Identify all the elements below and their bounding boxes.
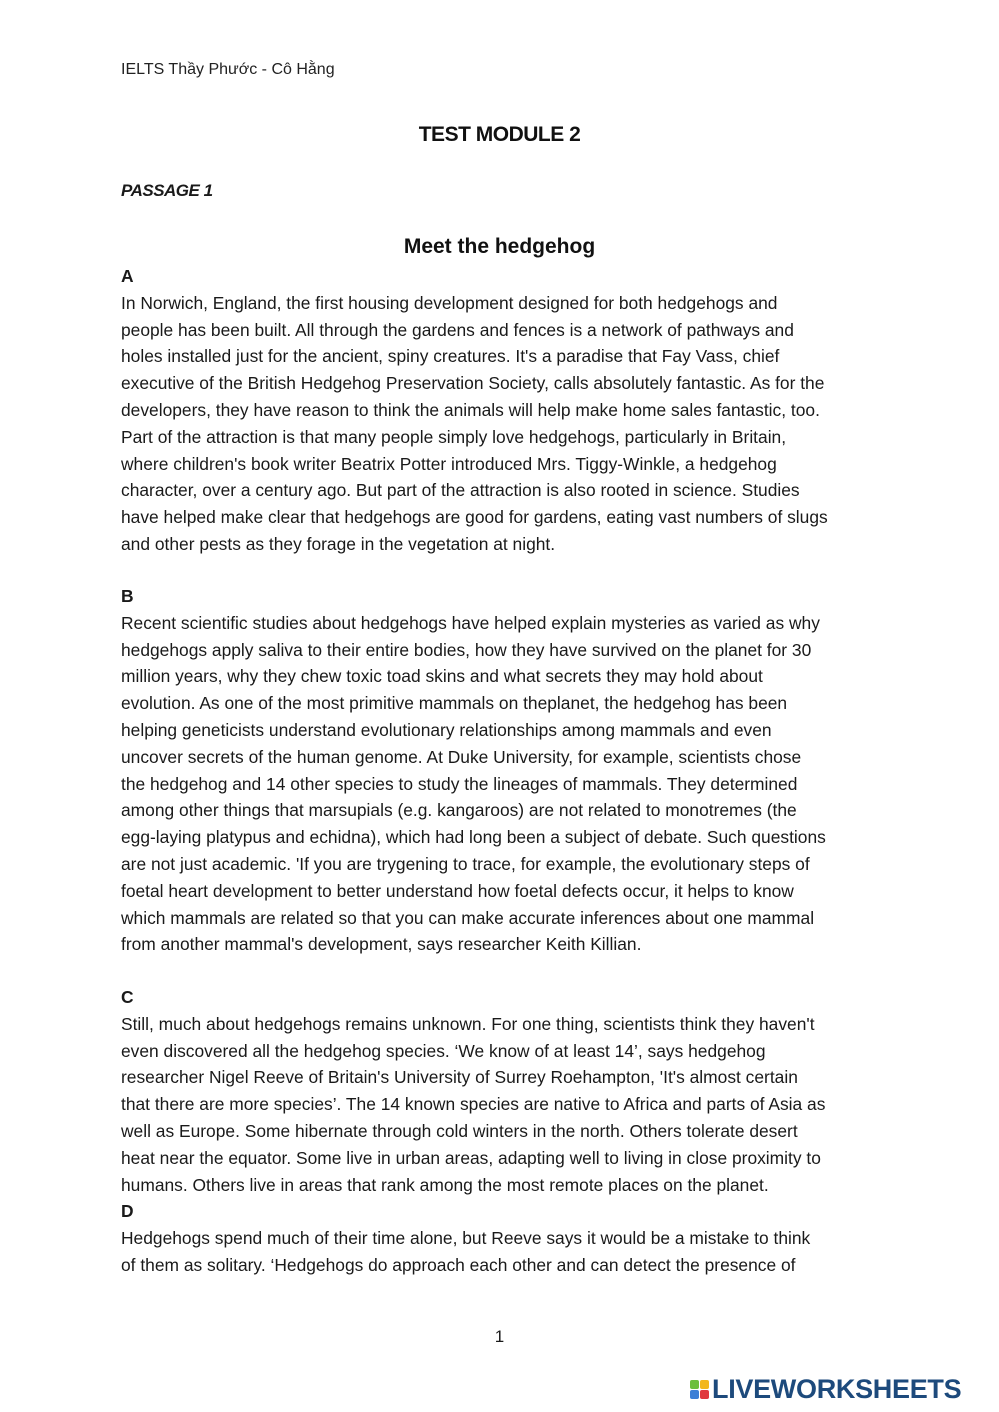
text-line: which mammals are related so that you can make accurate inferences about one mammal [121, 907, 815, 928]
logo-tile [690, 1390, 699, 1399]
text-line: well as Europe. Some hibernate through cold winters in the north. Others tolerate desert [121, 1120, 798, 1141]
text-line: egg-laying platypus and echidna), which had long been a subject of debate. Such questions [121, 827, 826, 848]
text-line: helping geneticists understand evolutionary relationships among mammals and even [121, 719, 772, 740]
test-title: TEST MODULE 2 [418, 123, 581, 146]
text-line: million years, why they chew toxic toad skins and what secrets they may hold about [121, 666, 763, 687]
section-d [121, 1198, 901, 1278]
text-line: developers, they have reason to think the animals will help make home sales fantastic, too. [121, 399, 820, 420]
text-line: the hedgehog and 14 other species to study the lineages of mammals. They determined [121, 773, 798, 794]
section-c [121, 984, 901, 1198]
text-line: of them as solitary. ‘Hedgehogs do approach each other and can detect the presence of [121, 1254, 796, 1275]
page-number: 1 [494, 1327, 505, 1346]
text-line: humans. Others live in areas that rank among the most remote places on the planet. [121, 1174, 769, 1195]
passage-label: PASSAGE 1 [121, 181, 213, 200]
text-line: researcher Nigel Reeve of Britain's University of Surrey Roehampton, 'It's almost certain [121, 1067, 798, 1088]
text-line: Part of the attraction is that many people simply love hedgehogs, particularly in Britain, [121, 426, 787, 447]
passage-title: Meet the hedgehog [403, 235, 596, 258]
text-line: among other things that marsupials (e.g. kangaroos) are not related to monotremes (the [121, 800, 797, 821]
text-line: Hedgehogs spend much of their time alone, but Reeve says it would be a mistake to think [121, 1227, 811, 1248]
logo-tiles-icon [690, 1380, 709, 1399]
section-label: A [121, 266, 134, 286]
text-line: that there are more species’. The 14 known species are native to Africa and parts of Asia as [121, 1094, 826, 1115]
text-line: executive of the British Hedgehog Preservation Society, calls absolutely fantastic. As for the [121, 373, 825, 394]
section-label: D [121, 1201, 134, 1221]
text-line: character, over a century ago. But part of the attraction is also rooted in science. Studies [121, 480, 800, 501]
document-header: IELTS Thầy Phước - Cô Hằng [121, 61, 335, 78]
logo-tile [690, 1380, 699, 1389]
text-line: Recent scientific studies about hedgehogs have helped explain mysteries as varied as why [121, 612, 820, 633]
text-line: heat near the equator. Some live in urban areas, adapting well to living in close proximity to [121, 1147, 821, 1168]
text-line: even discovered all the hedgehog species. ‘We know of at least 14’, says hedgehog [121, 1040, 766, 1061]
text-line: people has been built. All through the gardens and fences is a network of pathways and [121, 319, 794, 340]
text-line: uncover secrets of the human genome. At Duke University, for example, scientists chose [121, 746, 802, 767]
text-line: In Norwich, England, the first housing development designed for both hedgehogs and [121, 292, 778, 313]
logo-tile [700, 1380, 709, 1389]
liveworksheets-logo [690, 1374, 961, 1405]
text-line: foetal heart development to better understand how foetal defects occur, it helps to know [121, 880, 794, 901]
logo-tile [700, 1390, 709, 1399]
text-line: are not just academic. 'If you are trygening to trace, for example, the evolutionary steps of [121, 853, 810, 874]
text-line: Still, much about hedgehogs remains unknown. For one thing, scientists think they haven't [121, 1013, 815, 1034]
section-label: B [121, 586, 134, 606]
text-line: evolution. As one of the most primitive mammals on theplanet, the hedgehog has been [121, 693, 788, 714]
section-b [121, 583, 901, 958]
text-line: from another mammal's development, says researcher Keith Killian. [121, 934, 642, 955]
text-line: where children's book writer Beatrix Potter introduced Mrs. Tiggy-Winkle, a hedgehog [121, 453, 777, 474]
text-line: holes installed just for the ancient, spiny creatures. It's a paradise that Fay Vass, chief [121, 346, 780, 367]
text-line: and other pests as they forage in the vegetation at night. [121, 533, 556, 554]
text-line: hedgehogs apply saliva to their entire bodies, how they have survived on the planet for 30 [121, 639, 812, 660]
section-label: C [121, 987, 134, 1007]
logo-text: LIVEWORKSHEETS [712, 1374, 962, 1404]
section-a [121, 263, 901, 558]
text-line: have helped make clear that hedgehogs are good for gardens, eating vast numbers of slugs [121, 507, 828, 528]
